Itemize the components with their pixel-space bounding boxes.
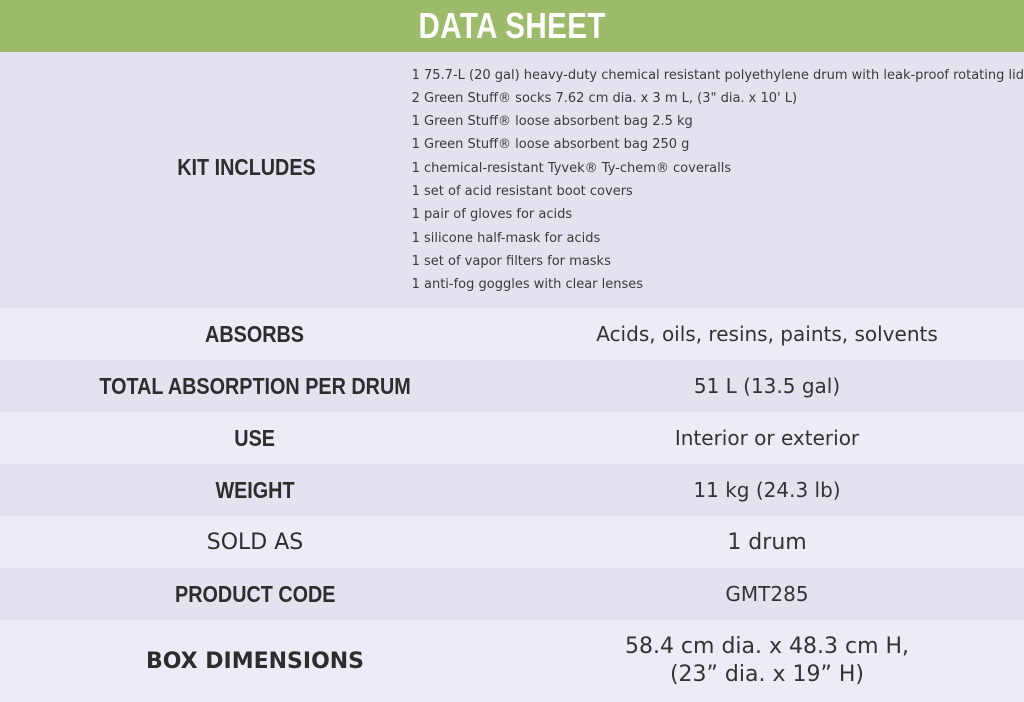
total-absorption-label-text: TOTAL ABSORPTION PER DRUM — [99, 372, 411, 399]
product-code-value: GMT285 — [725, 582, 809, 606]
use-label-text: USE — [234, 424, 276, 451]
box-dimensions-line2: (23” dia. x 19” H) — [669, 662, 865, 687]
kit-items-list — [412, 64, 1024, 297]
list-item: 1 chemical-resistant Tyvek® Ty-chem® coveralls — [411, 160, 732, 176]
use-value: Interior or exterior — [674, 426, 860, 450]
list-item: 1 Green Stuff® loose absorbent bag 2.5 kg — [411, 114, 693, 130]
kit-includes-row — [0, 52, 1024, 308]
absorbs-label-text: ABSORBS — [205, 320, 305, 347]
list-item: 2 Green Stuff® socks 7.62 cm dia. x 3 m L, (3" dia. x 10' L) — [411, 90, 798, 106]
sold-as-value: 1 drum — [727, 529, 807, 555]
product-code-row — [0, 568, 1024, 620]
total-absorption-row — [0, 360, 1024, 412]
product-code-label-text: PRODUCT CODE — [174, 580, 336, 607]
box-dimensions-label: BOX DIMENSIONS — [145, 648, 365, 674]
box-dimensions-value — [510, 633, 1024, 689]
weight-label-text: WEIGHT — [215, 476, 295, 503]
total-absorption-value: 51 L (13.5 gal) — [693, 374, 841, 398]
list-item: 1 set of acid resistant boot covers — [411, 184, 633, 199]
list-item: 1 75.7-L (20 gal) heavy-duty chemical resistant polyethylene drum with leak-proof rotating lid — [411, 67, 1024, 83]
list-item: 1 anti-fog goggles with clear lenses — [411, 277, 644, 293]
list-item: 1 pair of gloves for acids — [411, 207, 573, 223]
sold-as-row — [0, 516, 1024, 568]
header-bar — [0, 0, 1024, 52]
weight-label — [0, 477, 510, 504]
product-code-label — [0, 581, 510, 608]
sold-as-label: SOLD AS — [206, 529, 304, 555]
absorbs-label — [0, 321, 510, 348]
list-item: 1 set of vapor filters for masks — [411, 253, 611, 269]
kit-includes-label-text: KIT INCLUDES — [177, 153, 317, 180]
total-absorption-label — [0, 373, 510, 400]
absorbs-value: Acids, oils, resins, paints, solvents — [596, 322, 938, 346]
page-title: DATA SHEET — [418, 5, 606, 46]
box-dimensions-line1: 58.4 cm dia. x 48.3 cm H, — [624, 634, 910, 659]
box-dimensions-row — [0, 620, 1024, 702]
use-label — [0, 425, 510, 452]
absorbs-row — [0, 308, 1024, 360]
use-row — [0, 412, 1024, 464]
weight-value: 11 kg (24.3 lb) — [693, 478, 841, 502]
weight-row — [0, 464, 1024, 516]
list-item: 1 silicone half-mask for acids — [411, 230, 601, 246]
list-item: 1 Green Stuff® loose absorbent bag 250 g — [411, 137, 690, 153]
